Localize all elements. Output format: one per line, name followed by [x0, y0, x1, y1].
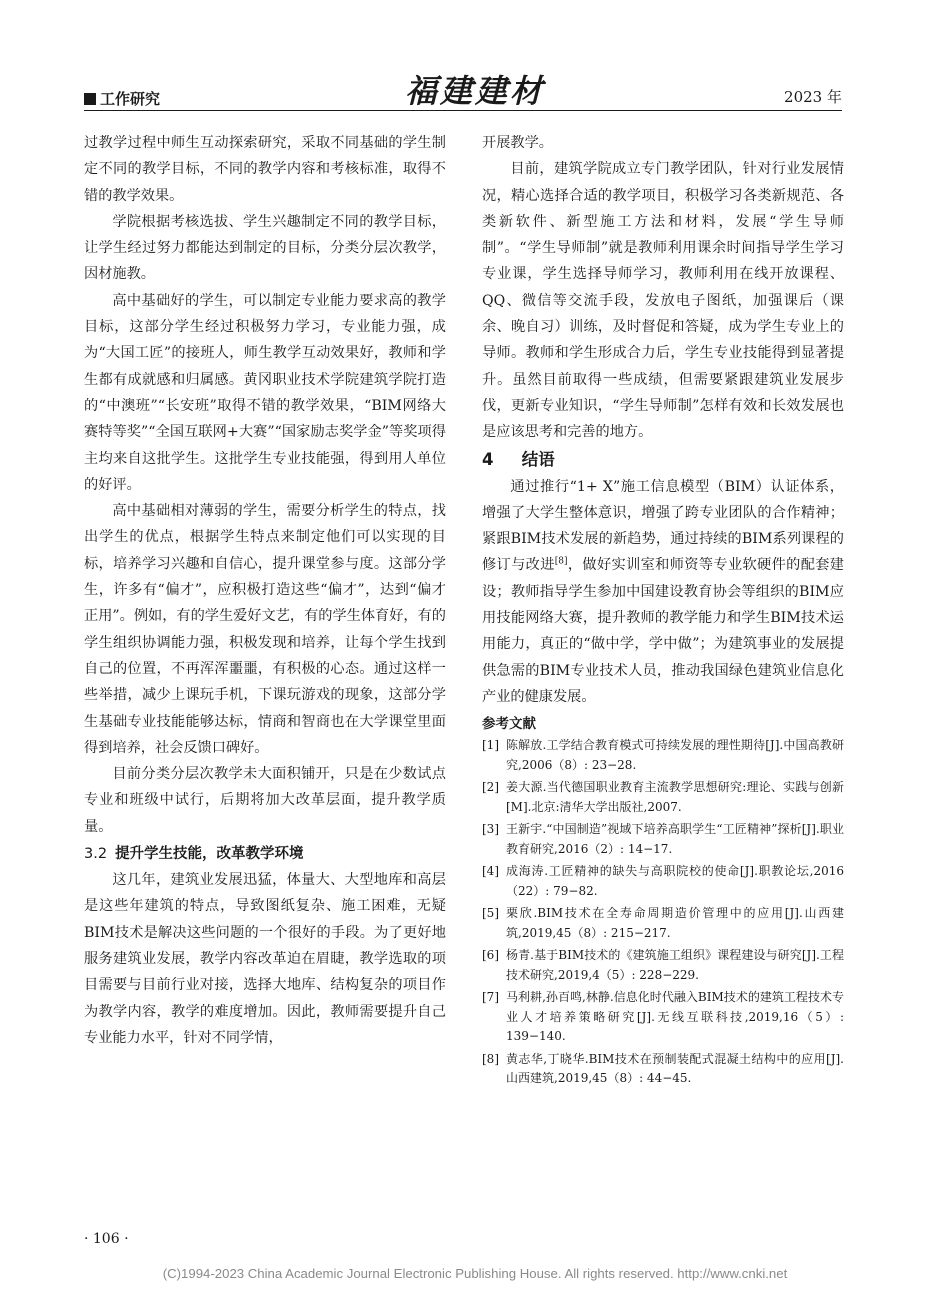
square-bullet-icon — [84, 93, 96, 105]
reference-text: 马利耕,孙百鸣,林静.信息化时代融入BIM技术的建筑工程技术专业人才培养策略研究[J].无线互联科技,2019,16（5）: 139−140. — [506, 990, 844, 1044]
references-title: 参考文献 — [482, 716, 536, 733]
journal-logo: 福建建材 — [405, 72, 546, 110]
paragraph: 过教学过程中师生互动探索研究，采取不同基础的学生制定不同的教学目标，不同的教学内容和考核标准，取得不错的教学效果。 — [84, 135, 446, 204]
reference-number: [4] — [482, 864, 499, 879]
section-number: 4 — [482, 449, 494, 469]
reference-item — [482, 736, 844, 775]
reference-item — [482, 988, 844, 1047]
reference-number: [6] — [482, 948, 499, 963]
section-heading-4 — [482, 446, 844, 474]
reference-number: [5] — [482, 906, 499, 921]
paragraph: 学院根据考核选拔、学生兴趣制定不同的教学目标，让学生经过努力都能达到制定的目标，分类分层次教学，因材施教。 — [84, 213, 446, 283]
reference-item — [482, 778, 844, 817]
left-column — [84, 130, 446, 1051]
header-divider — [84, 110, 842, 111]
section-title: 提升学生技能，改革教学环境 — [115, 846, 304, 863]
reference-number: [7] — [482, 990, 499, 1005]
paragraph: 这几年，建筑业发展迅猛，体量大、大型地库和高层是这些年建筑的特点，导致图纸复杂、施工困难，无疑BIM技术是解决这些问题的一个很好的手段。为了更好地服务建筑业发展，教学内容改革迫在眉睫，教学选取的项目需要与目前行业对接，选择大地库、结构复杂的项目作为教学内容，教学的难度增加。因此，教师需要提升自己专业能力水平，针对不同学情， — [84, 872, 446, 1046]
reference-number: [3] — [482, 822, 499, 837]
conclusion-text-b: ，做好实训室和师资等专业软硬件的配套建设；教师指导学生参加中国建设教育协会等组织的BIM应用技能网络大赛，提升教师的教学能力和学生BIM技术运用能力，真正的“做中学，学中做”；为建筑事业的发展提供急需的BIM专业技术人员，推动我国绿色建筑业信息化产业的健康发展。 — [482, 557, 844, 705]
paragraph: 开展教学。 — [482, 135, 553, 151]
reference-number: [1] — [482, 738, 499, 753]
conclusion-text-a: 通过推行“1+ X”施工信息模型（BIM）认证体系，增强了大学生整体意识，增强了跨专业团队的合作精神；紧跟BIM技术发展的新趋势，通过持续的BIM系列课程的修订与改进 — [482, 478, 844, 574]
conclusion-paragraph — [482, 474, 844, 711]
reference-number: [8] — [482, 1051, 499, 1066]
page-number: · 106 · — [84, 1231, 129, 1247]
reference-text: 栗欣.BIM技术在全寿命周期造价管理中的应用[J].山西建筑,2019,45（8）: 215−217. — [506, 906, 844, 940]
section-heading-3-2 — [84, 841, 446, 867]
reference-text: 陈解放.工学结合教育模式可持续发展的理性期待[J].中国高教研究,2006（8）: 23−28. — [506, 738, 844, 772]
reference-item — [482, 862, 844, 901]
reference-item — [482, 1050, 844, 1089]
reference-list — [482, 736, 844, 1089]
paragraph: 高中基础好的学生，可以制定专业能力要求高的教学目标，这部分学生经过积极努力学习，专业能力强，成为“大国工匠”的接班人，师生教学互动效果好，教师和学生都有成就感和归属感。黄冈职业技术学院建筑学院打造的“中澳班”“长安班”取得不错的教学效果，“BIM网络大赛特等奖”“全国互联网+大赛”“国家励志奖学金”等奖项得主均来自这批学生。这批学生专业技能强，得到用人单位的好评。 — [84, 292, 446, 493]
reference-text: 成海涛.工匠精神的缺失与高职院校的使命[J].职教论坛,2016（22）: 79−82. — [506, 864, 844, 898]
section-label-text: 工作研究 — [100, 90, 161, 108]
copyright-footer: (C)1994-2023 China Academic Journal Electronic Publishing House. All rights reserved. http://www.cnki.net — [162, 1266, 788, 1281]
paragraph: 高中基础相对薄弱的学生，需要分析学生的特点，找出学生的优点，根据学生特点来制定他们可以实现的目标，培养学习兴趣和自信心，提升课堂参与度。这部分学生，许多有“偏才”，应积极打造这些“偏才”，达到“偏才正用”。例如，有的学生爱好文艺，有的学生体育好，有的学生组织协调能力强，积极发现和培养，让每个学生找到自己的位置，不再浑浑噩噩，有积极的心态。通过这样一些举措，减少上课玩手机，下课玩游戏的现象，这部分学生基础专业技能能够达标，情商和智商也在大学课堂里面得到培养，社会反馈口碑好。 — [84, 503, 446, 756]
paragraph: 目前，建筑学院成立专门教学团队，针对行业发展情况，精心选择合适的教学项目，积极学习各类新规范、各类新软件、新型施工方法和材料，发展“学生导师制”。“学生导师制”就是教师利用课余时间指导学生学习专业课，学生选择导师学习，教师利用在线开放课程、QQ、微信等交流手段，发放电子图纸，加强课后（课余、晚自习）训练，及时督促和答疑，成为学生专业上的导师。教师和学生形成合力后，学生专业技能得到显著提升。虽然目前取得一些成绩，但需要紧跟建筑业发展步伐，更新专业知识，“学生导师制”怎样有效和长效发展也是应该思考和完善的地方。 — [482, 161, 844, 441]
citation-mark: [8] — [554, 556, 568, 567]
header-year: 2023 年 — [784, 88, 842, 106]
paragraph: 目前分类分层次教学未大面积铺开，只是在少数试点专业和班级中试行，后期将加大改革层面，提升教学质量。 — [84, 766, 446, 835]
section-label — [84, 88, 160, 109]
reference-text: 姜大源.当代德国职业教育主流教学思想研究:理论、实践与创新[M].北京:清华大学出版社,2007. — [506, 780, 844, 814]
section-title: 结语 — [521, 449, 555, 469]
reference-item — [482, 904, 844, 943]
reference-item — [482, 820, 844, 859]
reference-text: 杨青.基于BIM技术的《建筑施工组织》课程建设与研究[J].工程技术研究,2019,4（5）: 228−229. — [506, 948, 844, 982]
reference-text: 王新宇.“中国制造”视域下培养高职学生“工匠精神”探析[J].职业教育研究,2016（2）: 14−17. — [506, 822, 844, 856]
right-column — [482, 130, 844, 1092]
reference-item — [482, 946, 844, 985]
section-number: 3.2 — [84, 846, 108, 863]
reference-text: 黄志华,丁晓华.BIM技术在预制装配式混凝土结构中的应用[J].山西建筑,2019,45（8）: 44−45. — [506, 1051, 844, 1086]
reference-number: [2] — [482, 780, 499, 795]
